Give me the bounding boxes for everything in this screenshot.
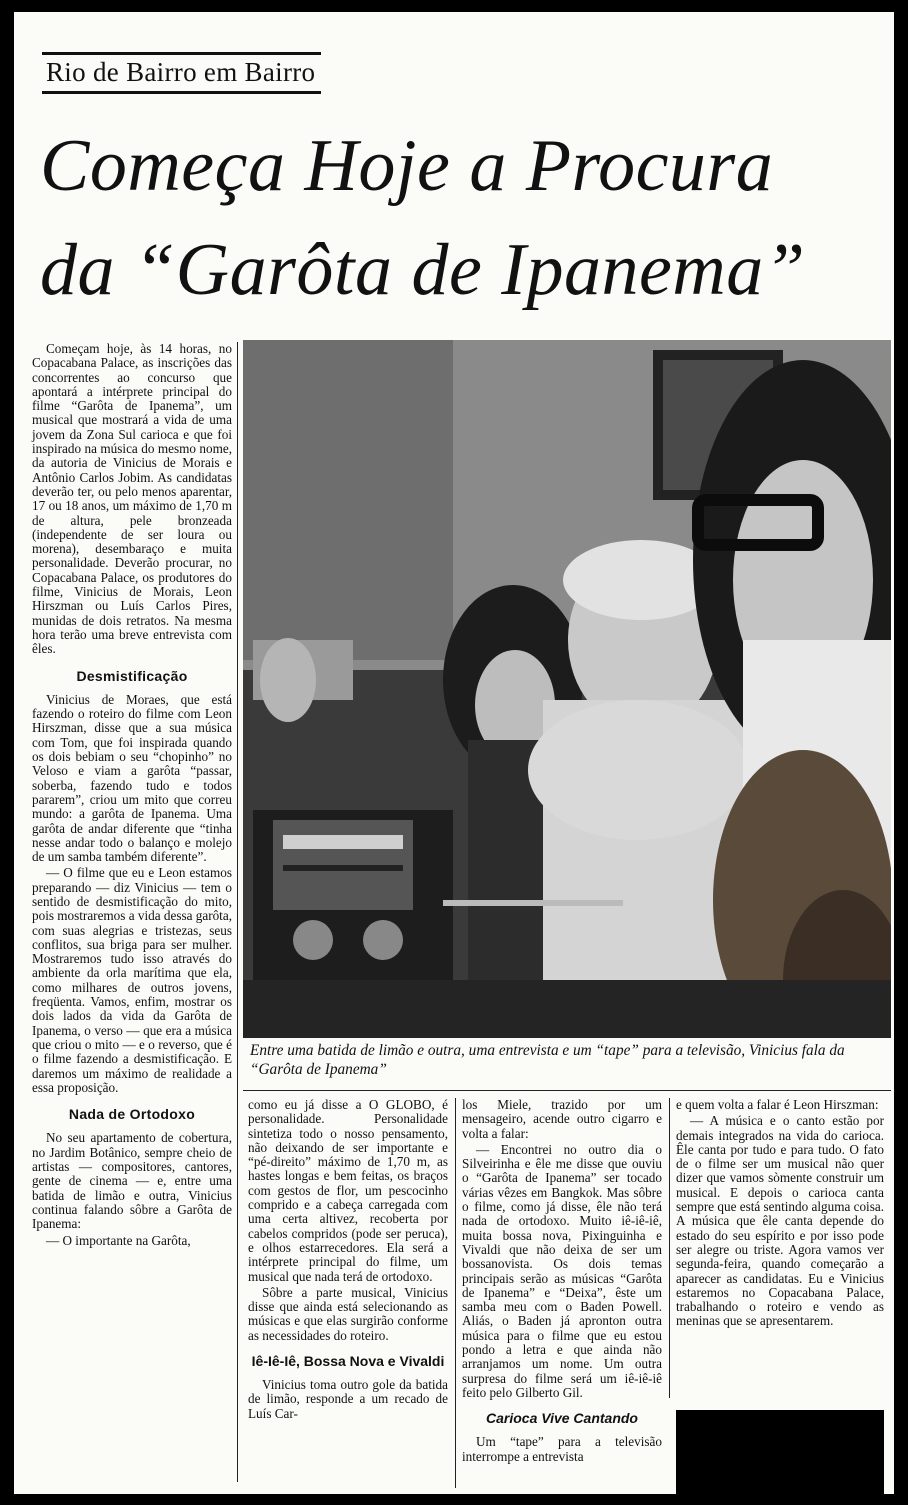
paragraph: Vinicius toma outro gole da batida de limão, responde a um recado de Luís Car- — [248, 1377, 448, 1421]
column-divider — [237, 342, 238, 1482]
torn-corner — [676, 1410, 884, 1494]
subheading-nada-de-ortodoxo: Nada de Ortodoxo — [68, 1106, 196, 1123]
subheading-carioca-vive-cantando: Carioca Vive Cantando — [486, 1410, 638, 1427]
paragraph: e quem volta a falar é Leon Hirszman: — [676, 1097, 879, 1112]
paragraph: — O importante na Garôta, — [46, 1232, 191, 1248]
photo-image — [243, 340, 891, 1038]
left-column — [32, 342, 232, 1250]
column-2 — [248, 1098, 448, 1423]
column-divider — [669, 1098, 670, 1398]
section-rule — [243, 1090, 891, 1091]
intro-paragraph: Começam hoje, às 14 horas, no Copacabana Palace, as inscrições das concorrentes ao concurso que apontará a intérprete principal do filme “Garôta de Ipanema”, um musical que mostrará a vida de uma jovem da Zona Sul carioca e que foi inspirado na música do mesmo nome, da autoria de Vinicius de Morais e Antônio Carlos Jobim. As candidatas deverão ter, ou pelo menos aparentar, 17 ou 18 anos, um máximo de 1,70 m de altura, pele bronzeada (independente de ser loura ou morena), desembaraço e muita personalidade. Deverão procurar, no Copacabana Palace, os produtores do filme, Vinicius de Morais, Leon Hirszman ou Luís Carlos Pires, munidas de dois retratos. Na mesma hora terão uma breve entrevista com êles. — [32, 341, 232, 657]
photo-vinicius-interview — [243, 340, 891, 1038]
column-divider — [455, 1098, 456, 1488]
paragraph: los Miele, trazido por um mensageiro, acende outro cigarro e volta a falar: — [462, 1097, 662, 1141]
headline — [40, 114, 885, 322]
column-3 — [462, 1098, 662, 1466]
paragraph: No seu apartamento de cobertura, no Jardim Botânico, sempre cheio de artistas — compositores, cantores, gente de cinema — e, entre uma batida de limão e outra, Vinicius continua falando sôbre a Garôta de Ipanema: — [32, 1130, 232, 1232]
photo-caption: Entre uma batida de limão e outra, uma entrevista e um “tape” para a televisão, Vinicius fala da “Garôta de Ipanema” — [250, 1042, 845, 1078]
paragraph: Um “tape” para a televisão interrompe a entrevista — [462, 1434, 662, 1464]
column-4 — [676, 1098, 884, 1331]
newspaper-page — [14, 12, 894, 1494]
headline-line-2: da “Garôta de Ipanema” — [40, 229, 806, 311]
subheading-desmistificacao: Desmistificação — [76, 667, 188, 684]
paragraph: — A música e o canto estão por demais integrados na vida do carioca. Êle canta por tudo e para tudo. O fato de o filme ser um musical não quer dizer que vamos sòmente construir um musical. E depois o carioca canta sempre que está sentindo alguma coisa. A música que êle canta depende do estado do seu espírito e por isso pode ser alegre ou triste. Agora vamos ver segunda-feira, quando começarão a aparecer as candidatas. Eu e Vinicius estaremos no Copacabana Palace, trabalhando o roteiro e vendo as meninas que se apresentarem. — [676, 1113, 885, 1329]
headline-line-1: Começa Hoje a Procura — [40, 125, 774, 207]
section-title: Rio de Bairro em Bairro — [42, 52, 321, 94]
paragraph: Sôbre a parte musical, Vinicius disse que ainda está selecionando as músicas e que elas surgirão conforme as necessidades do roteiro. — [248, 1284, 448, 1343]
paragraph: como eu já disse a O GLOBO, é personalidade. Personalidade sintetiza todo o nosso pensamento, não deixando de ser importante e “pé-direito” máximo de 1,70 m, as hastes longas e bem feitas, os braços com gestos de flor, um pescocinho comprido e a cabeça carregada com uma certa altivez, recoberta por cabelos compridos (pode ser peruca), e olhos estarrecedores. Ela será a intérprete principal do filme, um musical que nada terá de ortodoxo. — [248, 1097, 448, 1284]
paragraph: — O filme que eu e Leon estamos preparando — diz Vinicius — tem o sentido de desmistificação do mito, pois mostraremos a vida dessa garôta, com suas alegrias e tristezas, seus conflitos, sua briga para ser mulher. Mostraremos tudo isso através do ambiente da orla marítima que ela, como milhares de outros jovens, freqüenta. Vamos, enfim, mostrar os dois lados da vida da Garôta de Ipanema, o verso — que era a música que criou o mito — e o reverso, que é o filme fazendo a desmistificação. E daremos um máximo de realidade a essa proposição. — [32, 865, 232, 1095]
subheading-ie-ie-ie: Iê-Iê-Iê, Bossa Nova e Vivaldi — [251, 1353, 445, 1370]
paragraph: — Encontrei no outro dia o Silveirinha e êle me disse que ouviu o “Garôta de Ipanema” ser tocado várias vêzes em Bangkok. Mas sôbre o filme, como já disse, êle não terá nada de ortodoxo. Muito iê-iê-iê, muita bossa nova, Pixinguinha e Vivaldi que não deixa de ser um bossanovista. Os dois temas principais serão as músicas “Garôta de Ipanema” e “Deixa”, êste um samba meu com o Baden Powell. Aliás, o Baden já apronton outra música para o filme que eu estou pondo a letra e que ainda não arranjamos um nome. Um outra surpresa do filme será um iê-iê-iê feito pelo Gilberto Gil. — [462, 1141, 662, 1400]
paragraph: Vinicius de Moraes, que está fazendo o roteiro do filme com Leon Hirszman, disse que a sua música com Tom, que foi inspirada quando os dois bebiam o seu “chopinho” no Veloso e viam a garôta “passar, soberba, fazendo tudo e todos pararem”, criou um mito que correu mundo: a garôta de Ipanema. Uma garôta de andar diferente que “tinha nesse andar todo o balanço e molejo de um samba também diferente”. — [32, 691, 232, 865]
